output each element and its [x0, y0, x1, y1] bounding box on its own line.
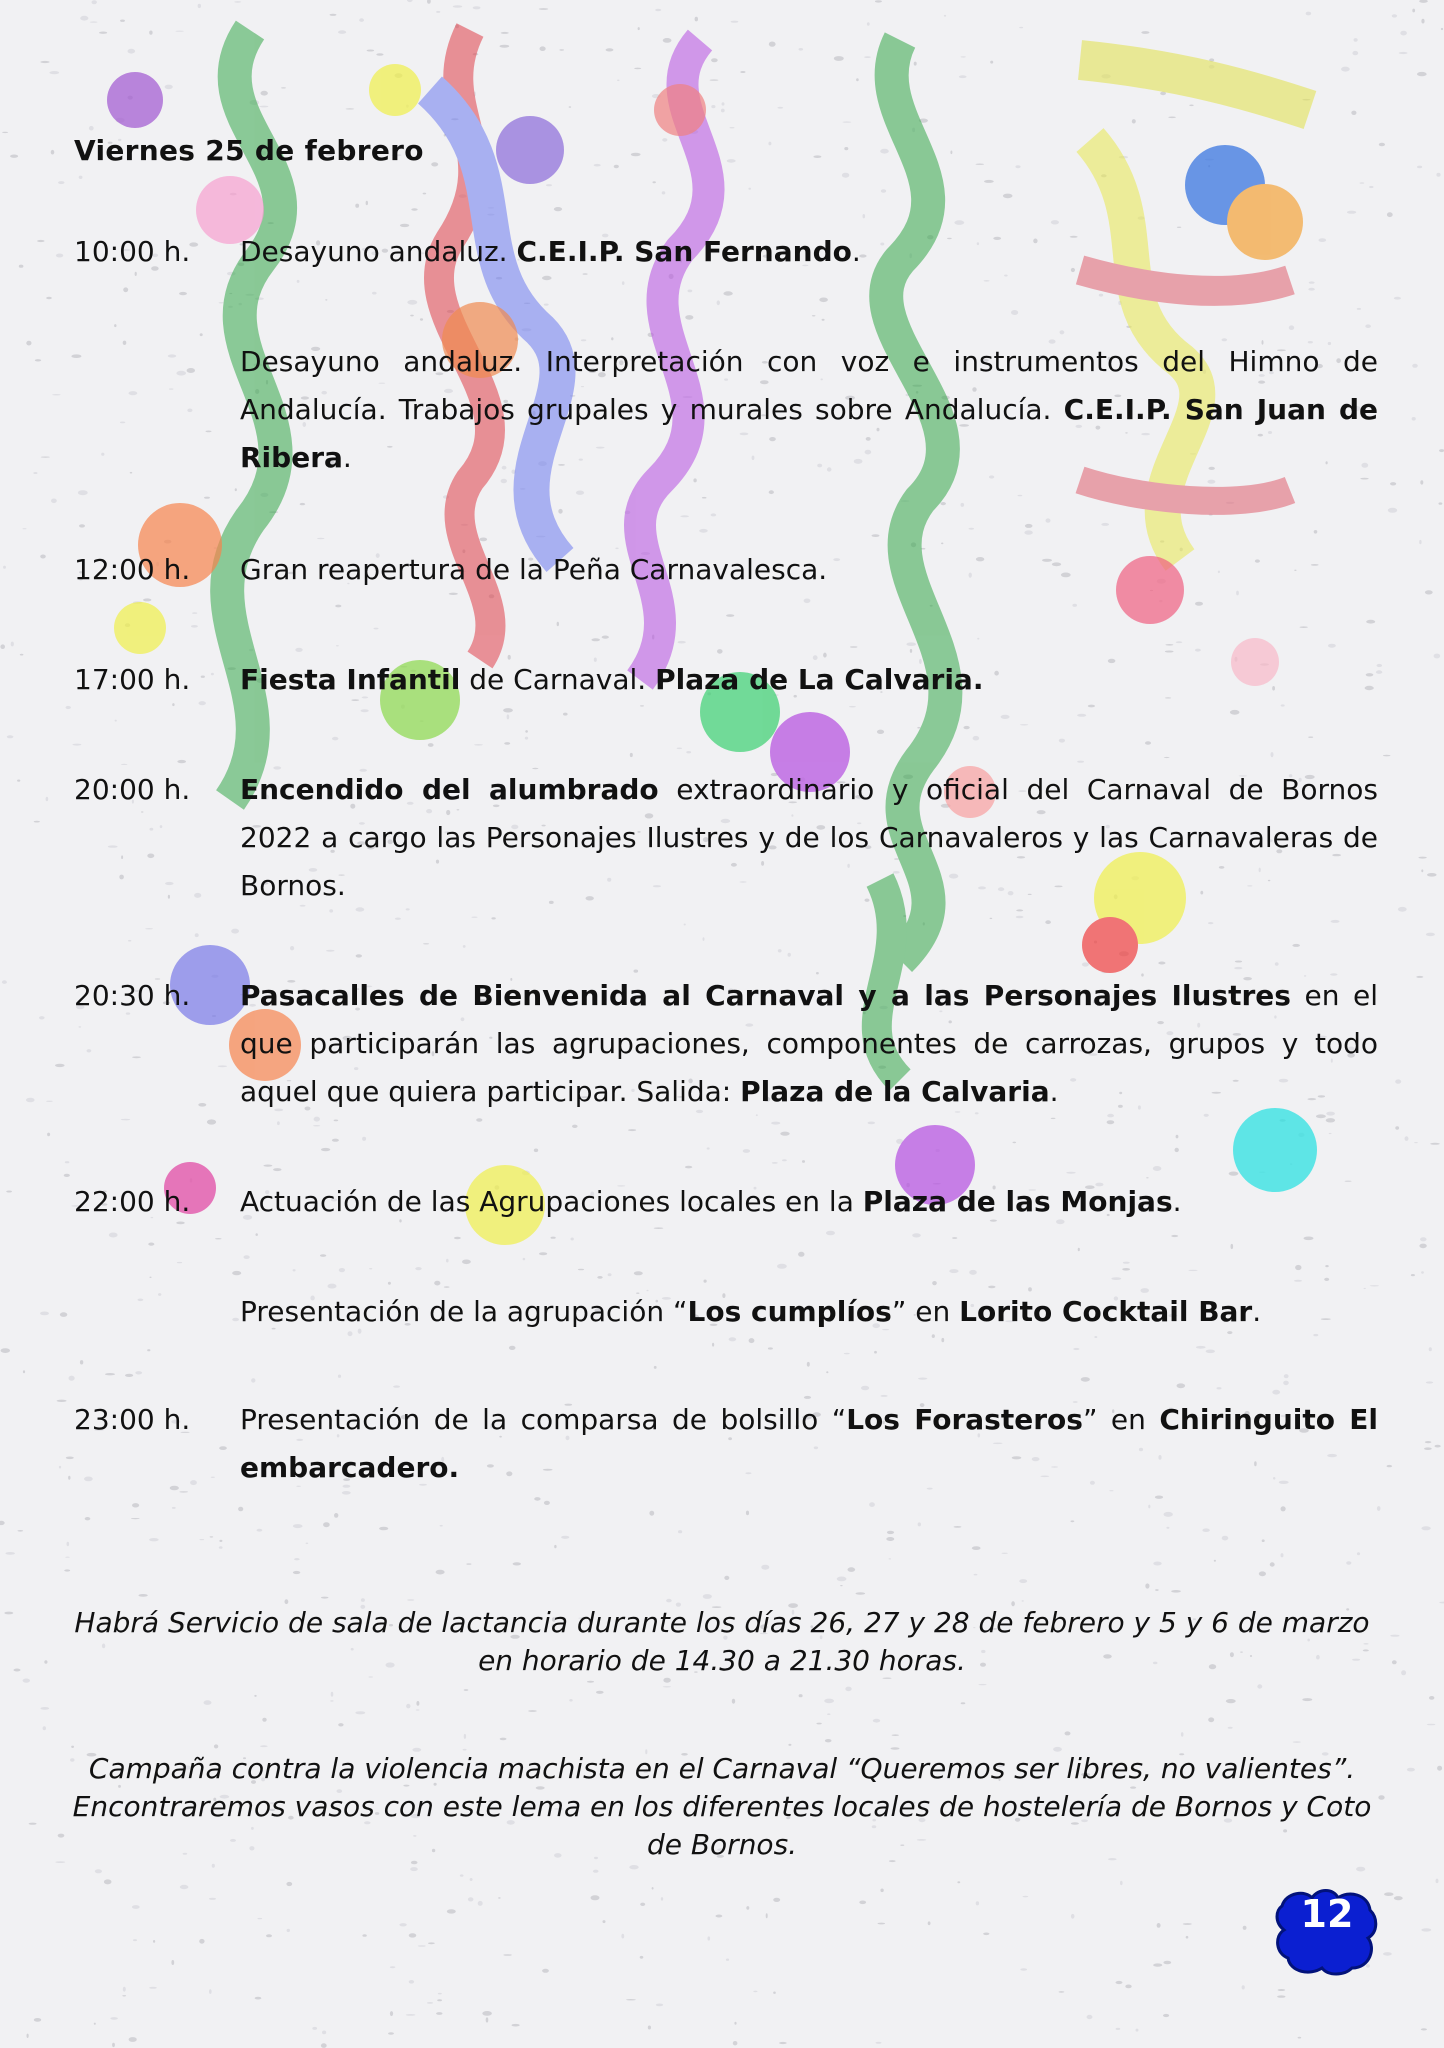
day-title: Viernes 25 de febrero [74, 134, 424, 167]
entry-text: . [1252, 1295, 1262, 1328]
entry-time: 17:00 h. [74, 663, 191, 696]
entry-text: Presentación de la comparsa de bolsillo “ [240, 1403, 847, 1436]
entry-group: Los cumplíos [687, 1295, 892, 1328]
entry-text: Desayuno andaluz. Interpretación con voz e instrumentos del Himno de Andalucía. Trabajos grupales y murales sobre Andalucía. [240, 345, 1378, 426]
entry-description [240, 1396, 1378, 1492]
entry-event: Encendido del alumbrado [240, 773, 659, 806]
entry-text: en el que participarán las agrupaciones, componentes de carrozas, grupos y todo aquel que quiera participar. Salida: [240, 979, 1378, 1108]
entry-venue: Plaza de la Calvaria [740, 1075, 1050, 1108]
entry-text: . [342, 441, 352, 474]
entry-venue: C.E.I.P. San Fernando [516, 235, 852, 268]
entry-description [240, 338, 1378, 482]
entry-text: Desayuno andaluz. [240, 235, 517, 268]
entry-description [240, 1178, 1378, 1226]
entry-text: . [1049, 1075, 1059, 1108]
entry-venue: Chiringuito El embarcadero. [240, 1403, 1379, 1484]
page-number: 12 [1300, 1892, 1354, 1936]
entry-venue: Lorito Cocktail Bar [959, 1295, 1253, 1328]
entry-venue: C.E.I.P. San Juan de Ribera [240, 393, 1378, 474]
entry-text: ” en [891, 1295, 960, 1328]
campaign-note: Campaña contra la violencia machista en el Carnaval “Queremos ser libres, no valientes”. Encontraremos vasos con este lema en los diferentes locales de hostelería de Bornos y Coto de Bornos. [72, 1752, 1372, 1861]
entry-text: Gran reapertura de la Peña Carnavalesca. [240, 553, 828, 586]
entry-time: 20:00 h. [74, 773, 191, 806]
entry-description [240, 228, 1378, 276]
entry-description [240, 546, 1378, 594]
entry-text: Actuación de las Agrupaciones locales en la [240, 1185, 863, 1218]
entry-event: Pasacalles de Bienvenida al Carnaval y a las Personajes Ilustres [240, 979, 1291, 1012]
entry-time: 23:00 h. [74, 1403, 191, 1436]
entry-text: ” en [1082, 1403, 1160, 1436]
entry-text: Presentación de la agrupación “ [240, 1295, 688, 1328]
entry-text: de Carnaval. [460, 663, 656, 696]
entry-description [240, 1288, 1378, 1336]
lactation-room-note: Habrá Servicio de sala de lactancia durante los días 26, 27 y 28 de febrero y 5 y 6 de marzo en horario de 14.30 a 21.30 horas. [74, 1606, 1370, 1677]
entry-time: 12:00 h. [74, 553, 191, 586]
entry-time: 20:30 h. [74, 979, 191, 1012]
entry-event: Fiesta Infantil [240, 663, 461, 696]
entry-description [240, 766, 1378, 910]
entry-venue: Plaza de La Calvaria. [655, 663, 984, 696]
entry-venue: Plaza de las Monjas [862, 1185, 1173, 1218]
entry-description [240, 656, 1378, 704]
entry-text: . [851, 235, 861, 268]
entry-text: extraordinario y oficial del Carnaval de Bornos 2022 a cargo las Personajes Ilustres y de los Carnavaleros y las Carnavaleras de Bornos. [240, 773, 1378, 902]
entry-description [240, 972, 1378, 1116]
entry-time: 10:00 h. [74, 235, 191, 268]
entry-time: 22:00 h. [74, 1185, 191, 1218]
entry-text: . [1172, 1185, 1182, 1218]
entry-group: Los Forasteros [846, 1403, 1083, 1436]
